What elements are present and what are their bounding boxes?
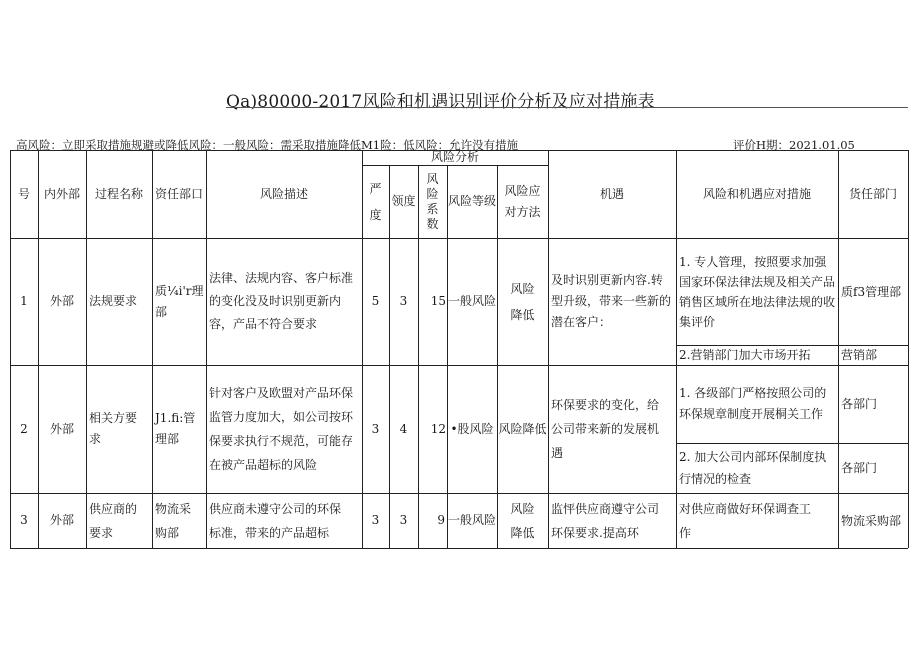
row-dept: 物流采购部 (155, 501, 192, 540)
header-score (418, 165, 447, 238)
row-inout-cell (38, 365, 86, 493)
row-freq-cell (389, 493, 418, 548)
row-method: 风险降低 (498, 421, 547, 436)
header-freq (389, 165, 418, 238)
row-score: 15 (430, 294, 446, 308)
row-opportunity-cell (548, 238, 676, 365)
row-severity: 5 (371, 294, 380, 308)
header-inout (38, 150, 86, 238)
header-analysis (362, 150, 548, 165)
header-level (447, 165, 497, 238)
row-owner-cell (838, 365, 908, 443)
header-owner (838, 150, 908, 238)
row-owner: 物流采购部 (841, 513, 902, 528)
row-level: 一般风险 (447, 294, 496, 308)
row-desc-cell (206, 238, 362, 365)
col-line (908, 150, 909, 548)
row-inout: 外部 (49, 421, 74, 436)
row-measure: 2. 加大公司内部环保制度执行情况的检查 (679, 450, 827, 486)
row-measure: 2.营销部门加大市场开拓 (679, 347, 811, 362)
row-no: 1 (20, 294, 28, 308)
row-level-cell (447, 493, 497, 548)
row-opportunity-cell (548, 365, 676, 493)
header-measures-label: 风险和机遇应对措施 (702, 186, 811, 201)
title-underline (226, 107, 908, 108)
row-owner: 各部门 (841, 460, 878, 475)
row-opportunity: 监怦供应商遵守公司环保要求.提高环 (551, 501, 660, 540)
header-owner-label: 货任部门 (848, 186, 897, 201)
row-opportunity: 环保要求的变化，给公司带来新的发展机遇 (551, 398, 660, 460)
header-opportunity (548, 150, 676, 238)
header-no (10, 150, 38, 238)
header-freq-label: 领度 (391, 194, 416, 208)
header-desc-label: 风险描述 (259, 186, 308, 201)
row-process: 相关方要求 (89, 411, 138, 446)
row-level: 一般风险 (447, 513, 496, 527)
row-process: 法规要求 (89, 294, 138, 308)
row-owner-cell (838, 238, 908, 345)
row-method-cell (497, 238, 548, 365)
row-measure: 对供应商做好环保调查工作 (679, 501, 812, 540)
row-score: 9 (437, 513, 445, 527)
row-owner: 质f3管理部 (841, 284, 902, 299)
row-level-cell (447, 365, 497, 493)
row-owner-cell (838, 493, 908, 548)
row-desc: 针对客户及欧盟对产品环保监管力度加大，如公司按环保要求执行不规范，可能存在被产品超标的风险 (209, 386, 354, 472)
row-inout: 外部 (49, 513, 74, 527)
row-level: •股风险 (450, 421, 494, 436)
header-process (86, 150, 152, 238)
header-method (497, 165, 548, 238)
header-opportunity-label: 机遇 (599, 186, 624, 201)
row-inout: 外部 (49, 294, 74, 308)
row-dept: 质¼i'r理部 (155, 283, 204, 319)
row-score-cell (418, 493, 447, 548)
row-severity-cell (362, 493, 389, 548)
row-severity-cell (362, 365, 389, 493)
row-dept-cell (152, 238, 206, 365)
row-owner: 各部门 (841, 396, 878, 411)
row-dept-cell (152, 493, 206, 548)
row-freq: 3 (399, 294, 408, 308)
row-method-cell (497, 365, 548, 493)
row-severity: 3 (371, 513, 380, 527)
header-inout-label: 内外部 (43, 186, 80, 201)
table-row (10, 493, 38, 548)
row-opportunity: 及时识别更新内容.转型升级，带来一些新的潜在客户： (551, 273, 672, 329)
header-score-label: 风险系数 (426, 171, 439, 231)
row-measure: 1. 专人管理，按照要求加强国家环保法律法规及相关产品销售区域所在地法律法规的收集评价 (679, 254, 836, 329)
row-measure-cell (676, 443, 838, 493)
header-method-label: 风险应对方法 (504, 183, 541, 219)
row-measure-cell (676, 365, 838, 443)
row-no: 3 (20, 513, 28, 527)
row-severity: 3 (371, 421, 380, 436)
row-desc-cell (206, 365, 362, 493)
header-dept-label: 资任部口 (154, 186, 203, 201)
row-inout-cell (38, 493, 86, 548)
row-freq-cell (389, 238, 418, 365)
evaluation-date: 评价H期：2021.01.05 (733, 138, 855, 152)
row-dept-cell (152, 365, 206, 493)
document-title: Qa)80000-2017风险和机遇识别评价分析及应对措施表 (226, 92, 655, 112)
row-dept: J1.fi:管理部 (155, 411, 196, 446)
row-score-cell (418, 238, 447, 365)
table-row (10, 365, 38, 493)
header-severity (362, 165, 389, 238)
row-desc-cell (206, 493, 362, 548)
header-analysis-label: 风险分析 (430, 150, 479, 164)
header-level-label: 风险等级 (447, 194, 496, 208)
row-no: 2 (20, 421, 28, 436)
header-no-label: 号 (17, 186, 30, 201)
row-level-cell (447, 238, 497, 365)
row-owner-cell (838, 443, 908, 493)
row-method: 风险降低 (510, 281, 535, 322)
row-severity-cell (362, 238, 389, 365)
row-freq: 4 (399, 421, 408, 436)
row-freq: 3 (399, 513, 408, 527)
row-method: 风险降低 (510, 501, 535, 540)
row-score: 12 (430, 421, 446, 436)
row-measure: 1. 各级部门严格按照公司的环保规章制度开展桐关工作 (679, 386, 827, 421)
row-inout-cell (38, 238, 86, 365)
header-desc (206, 150, 362, 238)
row-method-cell (497, 493, 548, 548)
row-desc: 法律、法规内容、客户标准的变化没及时识别更新内容，产品不符合要求 (209, 271, 354, 331)
row-desc: 供应商未遵守公司的环保标准，带来的产品超标 (209, 501, 342, 540)
table-bottom-rule (10, 548, 908, 549)
table-row (10, 238, 38, 365)
row-process: 供应商的要求 (89, 501, 138, 540)
risk-legend: 高风险：立即采取措施规避或降低风险：一般风险：需采取措施降低M1险：低风险：允许没有措施 (16, 138, 519, 152)
row-process-cell (86, 365, 152, 493)
header-measures (676, 150, 838, 238)
row-measure-cell (676, 238, 838, 345)
header-process-label: 过程名称 (94, 186, 143, 201)
row-process-cell (86, 238, 152, 365)
row-process-cell (86, 493, 152, 548)
row-owner: 营销部 (841, 347, 878, 362)
row-opportunity-cell (548, 493, 676, 548)
row-score-cell (418, 365, 447, 493)
header-dept (152, 150, 206, 238)
row-measure-cell (676, 493, 838, 548)
row-measure-cell (676, 345, 838, 365)
row-freq-cell (389, 365, 418, 493)
header-severity-label: 严度 (369, 181, 382, 222)
row-owner-cell (838, 345, 908, 365)
